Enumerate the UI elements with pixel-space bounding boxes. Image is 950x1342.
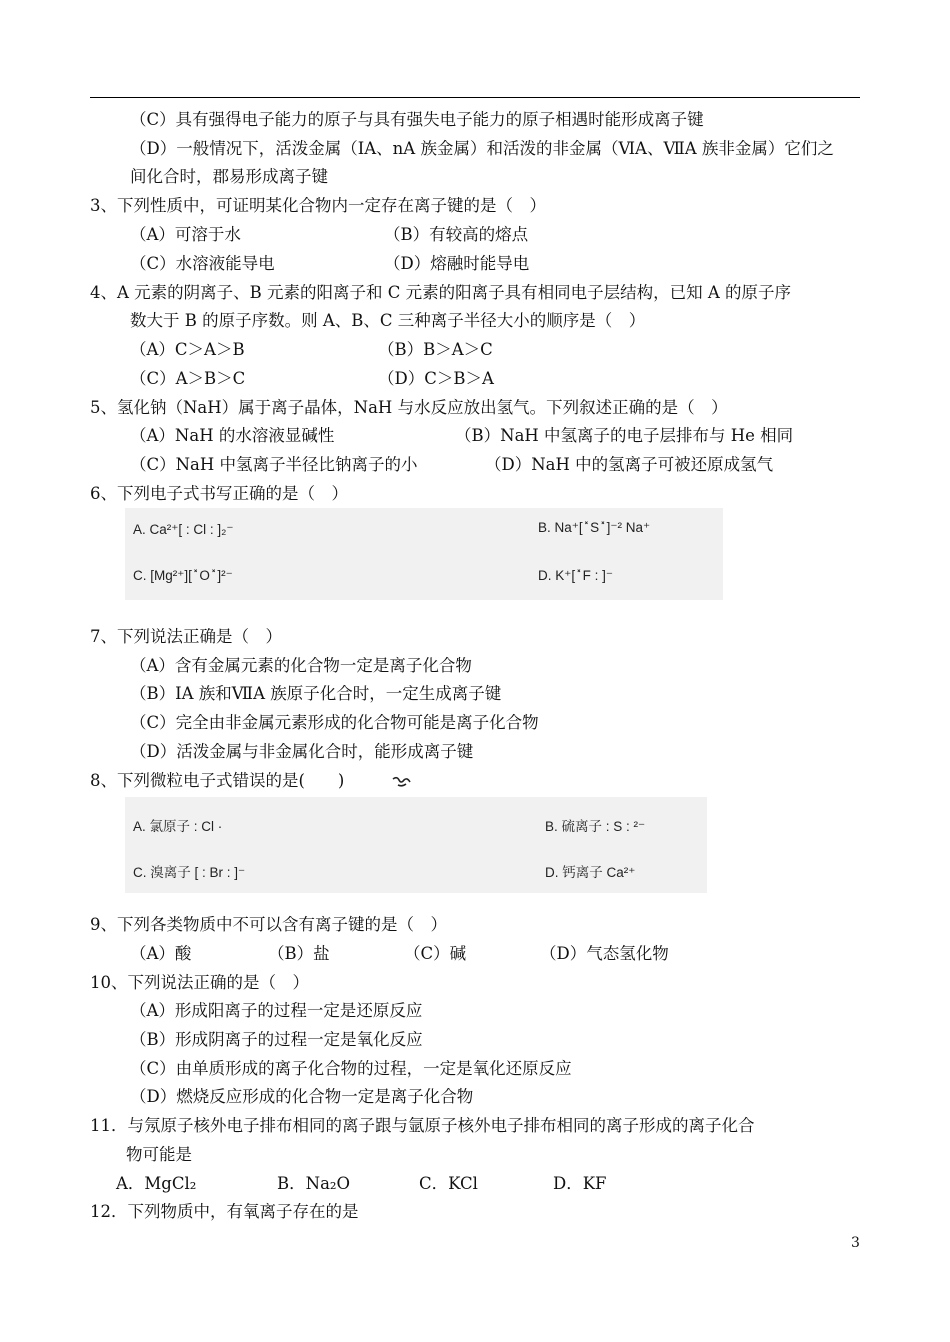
option: C．KCl — [419, 1174, 478, 1193]
option: （D）NaH 中的氢离子可被还原成氢气 — [485, 455, 774, 474]
text-line: 数大于 B 的原子序数。则 A、B、C 三种离子半径大小的顺序是（ ） — [130, 311, 646, 330]
scribble-icon — [392, 776, 412, 788]
question-3: 3、下列性质中，可证明某化合物内一定存在离子键的是（ ） — [90, 196, 546, 215]
question-11: 11．与氖原子核外电子排布相同的离子跟与氩原子核外电子排布相同的离子形成的离子化合 — [90, 1116, 755, 1135]
option: （B）有较高的熔点 — [384, 225, 529, 244]
option: （C）NaH 中氢离子半径比钠离子的小 — [130, 455, 418, 474]
formula-option-a: A. Ca²⁺[ : Cl : ]₂⁻ — [133, 522, 234, 537]
option: （C）A＞B＞C — [130, 369, 246, 388]
page-number: 3 — [851, 1235, 860, 1251]
option: （A）形成阳离子的过程一定是还原反应 — [130, 1001, 423, 1020]
formula-option-a: A. 氯原子 : Cl · — [133, 819, 223, 834]
option: D．KF — [553, 1174, 607, 1193]
formula-option-d: D. 钙离子 Ca²⁺ — [545, 865, 636, 880]
option: B．Na₂O — [277, 1174, 351, 1193]
formula-option-d: D. K⁺[ ̽ F : ]⁻ — [538, 568, 614, 583]
option: （D）气态氢化物 — [540, 944, 669, 963]
option: （C）完全由非金属元素形成的化合物可能是离子化合物 — [130, 713, 539, 732]
text-line: （D）一般情况下，活泼金属（IA、nA 族金属）和活泼的非金属（ⅥA、ⅦA 族非金属）它们之 — [130, 139, 834, 158]
option: （B）盐 — [268, 944, 330, 963]
option: （A）可溶于水 — [130, 225, 241, 244]
text-line: （C）具有强得电子能力的原子与具有强失电子能力的原子相遇时能形成离子键 — [130, 110, 704, 129]
option: （D）燃烧反应形成的化合物一定是离子化合物 — [130, 1087, 474, 1106]
electron-formula-figure-q6 — [125, 508, 723, 600]
option: （A）C＞A＞B — [130, 340, 245, 359]
electron-formula-figure-q8 — [125, 797, 707, 893]
option: （D）活泼金属与非金属化合时，能形成离子键 — [130, 742, 474, 761]
option: （B）ⅠA 族和ⅦA 族原子化合时，一定生成离子键 — [130, 684, 502, 703]
option: （C）由单质形成的离子化合物的过程，一定是氧化还原反应 — [130, 1059, 572, 1078]
question-5: 5、氢化钠（NaH）属于离子晶体，NaH 与水反应放出氢气。下列叙述正确的是（ ） — [90, 398, 728, 417]
option: （D）C＞B＞A — [378, 369, 494, 388]
formula-option-c: C. 溴离子 [ : Br : ]⁻ — [133, 865, 246, 880]
formula-option-b: B. 硫离子 : S : ²⁻ — [545, 819, 646, 834]
option: （B）B＞A＞C — [378, 340, 493, 359]
option: （C）水溶液能导电 — [130, 254, 275, 273]
question-4: 4、A 元素的阴离子、B 元素的阳离子和 C 元素的阳离子具有相同电子层结构，已知 A 的原子序 — [90, 283, 792, 302]
option: （A）含有金属元素的化合物一定是离子化合物 — [130, 656, 472, 675]
question-12: 12．下列物质中，有氧离子存在的是 — [90, 1202, 359, 1221]
question-10: 10、下列说法正确的是（ ） — [90, 973, 309, 992]
option: （A）NaH 的水溶液显碱性 — [130, 426, 335, 445]
question-9: 9、下列各类物质中不可以含有离子键的是（ ） — [90, 915, 447, 934]
question-7: 7、下列说法正确是（ ） — [90, 627, 282, 646]
option: （B）形成阴离子的过程一定是氧化反应 — [130, 1030, 423, 1049]
option: （B）NaH 中氢离子的电子层排布与 He 相同 — [455, 426, 794, 445]
option: （D）熔融时能导电 — [384, 254, 530, 273]
formula-option-b: B. Na⁺[ ̽ S ̽ ]⁻² Na⁺ — [538, 520, 651, 535]
question-6: 6、下列电子式书写正确的是（ ） — [90, 484, 348, 503]
text-line: 间化合时，郡易形成离子键 — [130, 167, 328, 186]
header-rule — [90, 97, 860, 98]
formula-option-c: C. [Mg²⁺][ ̽ O ̽ ]²⁻ — [133, 568, 233, 583]
question-8: 8、下列微粒电子式错误的是( ) — [90, 771, 345, 790]
text-line: 物可能是 — [126, 1145, 192, 1164]
option: （C）碱 — [404, 944, 467, 963]
option: A．MgCl₂ — [116, 1174, 197, 1193]
option: （A）酸 — [130, 944, 192, 963]
